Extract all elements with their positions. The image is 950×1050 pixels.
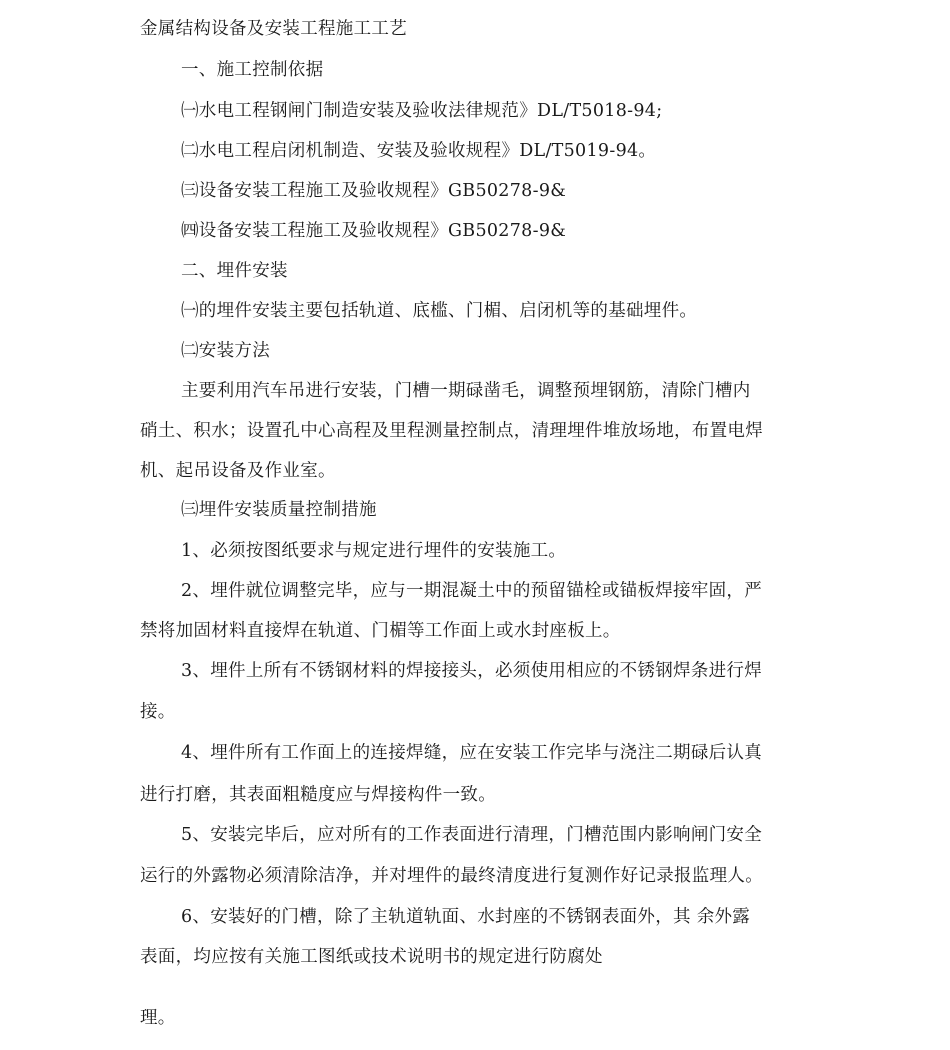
paragraph-line: 6、安装好的门槽，除了主轨道轨面、水封座的不锈钢表面外，其 余外露: [181, 907, 751, 927]
section-heading-1: 一、施工控制依据: [181, 60, 324, 80]
list-item: ㈠的埋件安装主要包括轨道、底槛、门楣、启闭机等的基础埋件。: [181, 301, 698, 321]
paragraph-line: 表面，均应按有关施工图纸或技术说明书的规定进行防腐处: [140, 947, 603, 967]
subsection-heading: ㈢埋件安装质量控制措施: [181, 500, 377, 520]
paragraph-line: 主要利用汽车吊进行安装，门槽一期碌凿毛，调整预埋钢筋，清除门槽内: [181, 381, 751, 401]
list-item: ㈣设备安装工程施工及验收规程》GB50278-9&: [181, 221, 567, 241]
paragraph-line: 2、埋件就位调整完毕，应与一期混凝土中的预留锚栓或锚板焊接牢固，严: [181, 581, 763, 601]
paragraph-line: 接。: [140, 702, 176, 722]
section-heading-2: 二、埋件安装: [181, 261, 288, 281]
list-item: ㈡水电工程启闭机制造、安装及验收规程》DL/T5019-94。: [181, 141, 657, 161]
paragraph-line: 机、起吊设备及作业室。: [140, 461, 336, 481]
paragraph-line: 5、安装完毕后，应对所有的工作表面进行清理，门槽范围内影响闸门安全: [181, 825, 763, 845]
subsection-heading: ㈡安装方法: [181, 341, 270, 361]
paragraph-line: 3、埋件上所有不锈钢材料的焊接接头，必须使用相应的不锈钢焊条进行焊: [181, 661, 763, 681]
paragraph-line: 4、埋件所有工作面上的连接焊缝，应在安装工作完毕与浇注二期碌后认真: [181, 743, 763, 763]
paragraph-line: 运行的外露物必须清除洁净，并对埋件的最终清度进行复测作好记录报监理人。: [140, 866, 763, 886]
list-item: ㈢设备安装工程施工及验收规程》GB50278-9&: [181, 181, 567, 201]
paragraph-line: 进行打磨，其表面粗糙度应与焊接构件一致。: [140, 785, 496, 805]
paragraph-line: 硝土、积水；设置孔中心高程及里程测量控制点，清理埋件堆放场地，布置电焊: [140, 421, 763, 441]
paragraph-line: 禁将加固材料直接焊在轨道、门楣等工作面上或水封座板上。: [140, 621, 621, 641]
paragraph-line: 1、必须按图纸要求与规定进行埋件的安装施工。: [181, 541, 567, 561]
list-item: ㈠水电工程钢闸门制造安装及验收法律规范》DL/T5018-94;: [181, 101, 663, 121]
document-title: 金属结构设备及安装工程施工工艺: [140, 19, 407, 39]
paragraph-line: 理。: [140, 1008, 176, 1028]
